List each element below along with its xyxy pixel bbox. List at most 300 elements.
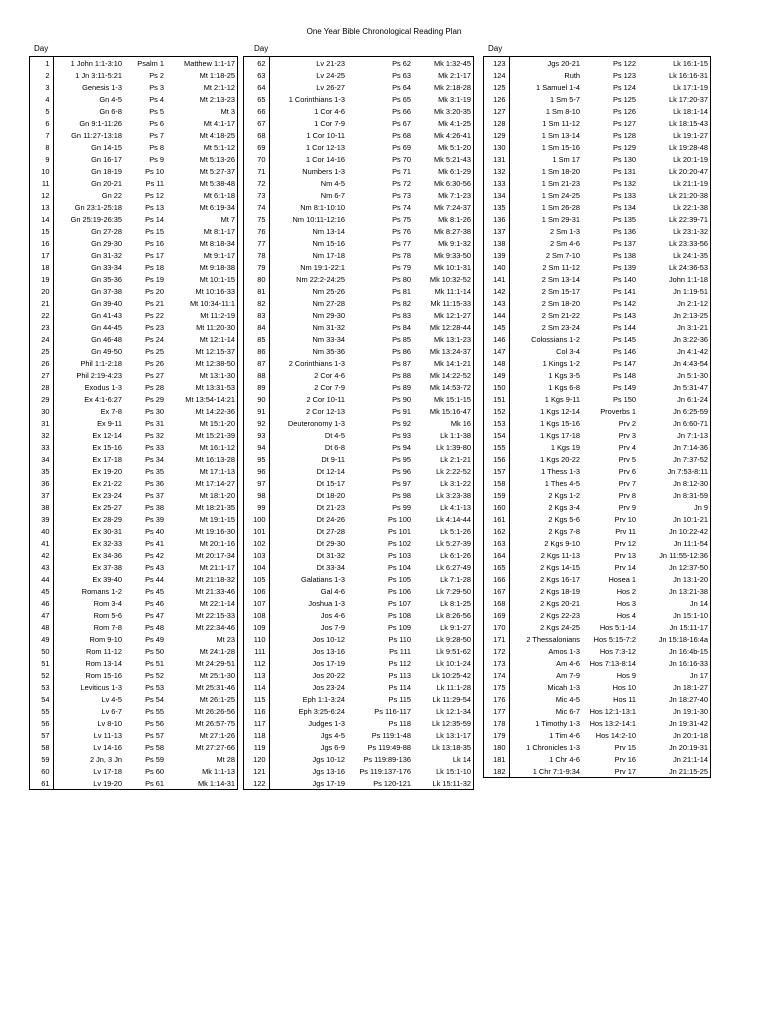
gospel-cell: Lk 13:1-17 <box>436 730 471 740</box>
reading-cell: Mic 6-7 <box>555 706 580 716</box>
psalm-cell: Ps 139 <box>612 262 636 272</box>
reading-cell: Micah 1-3 <box>547 682 580 692</box>
table-row <box>484 285 710 297</box>
psalm-cell: Ps 63 <box>392 70 411 80</box>
table-row <box>30 477 237 489</box>
psalm-cell: Ps 119:137-176 <box>359 766 411 776</box>
day-cell: 9 <box>30 153 53 165</box>
table-row <box>484 573 710 585</box>
reading-cell: 1 Kgs 15-16 <box>540 418 580 428</box>
table-row <box>244 465 473 477</box>
day-cell: 113 <box>244 669 269 681</box>
table-row <box>30 657 237 669</box>
psalm-cell: Hos 4 <box>616 610 636 620</box>
table-row <box>484 417 710 429</box>
day-cell: 142 <box>484 285 509 297</box>
day-cell: 24 <box>30 333 53 345</box>
reading-cell: 1 Kgs 3-5 <box>548 370 580 380</box>
table-row <box>244 249 473 261</box>
table-row <box>244 525 473 537</box>
reading-cell: 1 Sm 5-7 <box>550 94 580 104</box>
gospel-cell: Jn 21:15-25 <box>668 766 708 776</box>
reading-cell: Ex 39-40 <box>92 574 122 584</box>
reading-cell: Dt 6-8 <box>324 442 345 452</box>
gospel-cell: Lk 10:25-42 <box>431 670 471 680</box>
day-cell: 102 <box>244 537 269 549</box>
table-row <box>244 261 473 273</box>
gospel-cell: Jn 4:43-54 <box>673 358 708 368</box>
psalm-cell: Ps 97 <box>392 478 411 488</box>
table-row <box>30 381 237 393</box>
reading-cell: 2 Sm 23-24 <box>541 322 580 332</box>
psalm-cell: Ps 142 <box>612 298 636 308</box>
reading-cell: Phil 2:19-4:23 <box>76 370 122 380</box>
reading-table-body <box>484 57 710 777</box>
gospel-cell: Lk 11:1-28 <box>436 682 471 692</box>
day-cell: 78 <box>244 249 269 261</box>
table-row <box>484 753 710 765</box>
gospel-cell: Mt 12:38-50 <box>195 358 235 368</box>
psalm-cell: Prv 14 <box>614 562 636 572</box>
psalm-cell: Prv 5 <box>618 454 636 464</box>
gospel-cell: Jn 7:37-52 <box>673 454 708 464</box>
psalm-cell: Ps 102 <box>387 538 411 548</box>
day-cell: 127 <box>484 105 509 117</box>
psalm-cell: Ps 25 <box>145 346 164 356</box>
gospel-cell: Mk 2:1-17 <box>438 70 471 80</box>
gospel-cell: Mt 13:54-14:21 <box>185 394 235 404</box>
reading-cell: 2 Kgs 11-13 <box>540 550 580 560</box>
day-cell: 139 <box>484 249 509 261</box>
table-row <box>484 489 710 501</box>
day-cell: 175 <box>484 681 509 693</box>
psalm-cell: Ps 73 <box>392 190 411 200</box>
day-cell: 84 <box>244 321 269 333</box>
table-row <box>30 741 237 753</box>
reading-cell: 1 Sm 17 <box>552 154 580 164</box>
gospel-cell: Jn 10:1-21 <box>673 514 708 524</box>
day-cell: 160 <box>484 501 509 513</box>
psalm-cell: Ps 62 <box>392 58 411 68</box>
psalm-cell: Ps 18 <box>145 262 164 272</box>
table-row <box>244 585 473 597</box>
gospel-cell: Mt 5:13-26 <box>199 154 235 164</box>
table-row <box>30 465 237 477</box>
gospel-cell: Mk 1:14-31 <box>198 778 235 788</box>
day-cell: 159 <box>484 489 509 501</box>
day-cell: 28 <box>30 381 53 393</box>
table-row <box>244 237 473 249</box>
table-row <box>30 369 237 381</box>
table-row <box>484 153 710 165</box>
day-cell: 73 <box>244 189 269 201</box>
reading-cell: 1 Cor 12-13 <box>305 142 345 152</box>
table-row <box>484 309 710 321</box>
reading-cell: Lv 4-5 <box>101 694 122 704</box>
table-row <box>484 741 710 753</box>
psalm-cell: Ps 19 <box>145 274 164 284</box>
table-row <box>244 621 473 633</box>
reading-cell: Lv 14-16 <box>93 742 122 752</box>
reading-cell: Genesis 1-3 <box>82 82 122 92</box>
reading-cell: Gn 46-48 <box>91 334 122 344</box>
reading-cell: 1 Sm 21-23 <box>541 178 580 188</box>
day-cell: 45 <box>30 585 53 597</box>
table-row <box>484 585 710 597</box>
table-row <box>30 597 237 609</box>
reading-cell: 2 Kgs 20-21 <box>540 598 580 608</box>
table-row <box>30 777 237 789</box>
gospel-cell: Mt 25:31-46 <box>195 682 235 692</box>
day-cell: 32 <box>30 429 53 441</box>
day-cell: 126 <box>484 93 509 105</box>
table-row <box>30 93 237 105</box>
table-row <box>484 441 710 453</box>
day-cell: 131 <box>484 153 509 165</box>
day-cell: 124 <box>484 69 509 81</box>
day-cell: 59 <box>30 753 53 765</box>
gospel-cell: Jn 3:1-21 <box>677 322 708 332</box>
psalm-cell: Ps 135 <box>612 214 636 224</box>
table-row <box>484 57 710 69</box>
reading-cell: 2 Cor 12-13 <box>305 406 345 416</box>
day-cell: 130 <box>484 141 509 153</box>
day-cell: 66 <box>244 105 269 117</box>
gospel-cell: Mt 5:27-37 <box>199 166 235 176</box>
psalm-cell: Ps 34 <box>145 454 164 464</box>
day-cell: 64 <box>244 81 269 93</box>
psalm-cell: Ps 17 <box>145 250 164 260</box>
psalm-cell: Ps 13 <box>145 202 164 212</box>
gospel-cell: Jn 11:1-54 <box>673 538 708 548</box>
reading-cell: 2 Kgs 9-10 <box>544 538 580 548</box>
table-row <box>244 753 473 765</box>
psalm-cell: Ps 95 <box>392 454 411 464</box>
day-cell: 81 <box>244 285 269 297</box>
reading-cell: 2 Cor 10-11 <box>306 394 345 404</box>
psalm-cell: Prv 12 <box>614 538 636 548</box>
gospel-cell: Mt 15:21-39 <box>195 430 235 440</box>
psalm-cell: Ps 86 <box>392 346 411 356</box>
reading-cell: 1 John 1:1-3:10 <box>70 58 122 68</box>
psalm-cell: Ps 30 <box>145 406 164 416</box>
gospel-cell: Jn 2:1-12 <box>677 298 708 308</box>
day-cell: 134 <box>484 189 509 201</box>
psalm-cell: Hos 12:1-13:1 <box>589 706 636 716</box>
day-cell: 132 <box>484 165 509 177</box>
day-cell: 53 <box>30 681 53 693</box>
day-cell: 87 <box>244 357 269 369</box>
reading-cell: Nm 29-30 <box>312 310 345 320</box>
table-row <box>30 273 237 285</box>
gospel-cell: Lk 9:28-50 <box>436 634 471 644</box>
table-row <box>484 429 710 441</box>
reading-cell: Ruth <box>564 70 580 80</box>
day-cell: 103 <box>244 549 269 561</box>
day-cell: 170 <box>484 621 509 633</box>
table-row <box>244 573 473 585</box>
gospel-cell: Mt 21:33-46 <box>195 586 235 596</box>
day-cell: 176 <box>484 693 509 705</box>
day-cell: 50 <box>30 645 53 657</box>
day-cell: 154 <box>484 429 509 441</box>
table-row <box>30 549 237 561</box>
gospel-cell: Mt 12:1-14 <box>199 334 235 344</box>
day-cell: 108 <box>244 609 269 621</box>
gospel-cell: Lk 1:39-80 <box>436 442 471 452</box>
psalm-cell: Ps 132 <box>612 178 636 188</box>
table-row <box>30 105 237 117</box>
table-row <box>30 693 237 705</box>
day-cell: 46 <box>30 597 53 609</box>
day-cell: 145 <box>484 321 509 333</box>
table-row <box>244 441 473 453</box>
table-row <box>484 705 710 717</box>
gospel-cell: Mt 20:17-34 <box>195 550 235 560</box>
reading-cell: 2 Kgs 24-25 <box>540 622 580 632</box>
day-cell: 5 <box>30 105 53 117</box>
psalm-cell: Ps 26 <box>145 358 164 368</box>
table-row <box>244 633 473 645</box>
reading-cell: 1 Chr 7:1-9:34 <box>532 766 580 776</box>
day-cell: 115 <box>244 693 269 705</box>
reading-cell: Judges 1-3 <box>308 718 345 728</box>
table-row <box>244 81 473 93</box>
day-cell: 79 <box>244 261 269 273</box>
table-row <box>244 321 473 333</box>
day-cell: 72 <box>244 177 269 189</box>
day-cell: 70 <box>244 153 269 165</box>
table-row <box>244 693 473 705</box>
gospel-cell: Mt 2:13-23 <box>199 94 235 104</box>
day-cell: 30 <box>30 405 53 417</box>
psalm-cell: Ps 123 <box>612 70 636 80</box>
reading-cell: Jos 10-12 <box>312 634 345 644</box>
psalm-cell: Ps 54 <box>145 694 164 704</box>
reading-cell: Ex 34-36 <box>92 550 122 560</box>
day-cell: 100 <box>244 513 269 525</box>
psalm-cell: Hos 5:1-14 <box>599 622 636 632</box>
reading-cell: Ex 12-14 <box>92 430 122 440</box>
psalm-cell: Ps 76 <box>392 226 411 236</box>
reading-cell: 1 Cor 4-6 <box>314 106 345 116</box>
gospel-cell: Mt 11:2-19 <box>200 310 235 320</box>
reading-cell: 2 Cor 7-9 <box>314 382 345 392</box>
day-cell: 10 <box>30 165 53 177</box>
reading-cell: Rom 7-8 <box>93 622 122 632</box>
table-row <box>484 645 710 657</box>
table-row <box>484 105 710 117</box>
table-row <box>484 405 710 417</box>
table-row <box>484 729 710 741</box>
day-cell: 18 <box>30 261 53 273</box>
reading-cell: 2 Thessalonians <box>526 634 580 644</box>
day-cell: 16 <box>30 237 53 249</box>
day-cell: 3 <box>30 81 53 93</box>
psalm-cell: Ps 74 <box>392 202 411 212</box>
table-row <box>244 609 473 621</box>
table-row <box>244 153 473 165</box>
reading-cell: 1 Sm 13-14 <box>541 130 580 140</box>
gospel-cell: Jn 20:19-31 <box>668 742 708 752</box>
psalm-cell: Ps 50 <box>145 646 164 656</box>
gospel-cell: Mt 13:31-53 <box>195 382 235 392</box>
reading-table-body <box>30 57 237 789</box>
gospel-cell: Mk 6:30-56 <box>434 178 471 188</box>
gospel-cell: Lk 2:22-52 <box>436 466 471 476</box>
reading-cell: Galatians 1-3 <box>301 574 345 584</box>
psalm-cell: Ps 15 <box>145 226 164 236</box>
day-cell: 171 <box>484 633 509 645</box>
day-cell: 44 <box>30 573 53 585</box>
psalm-cell: Ps 107 <box>387 598 411 608</box>
table-row <box>484 213 710 225</box>
table-row <box>484 129 710 141</box>
day-cell: 155 <box>484 441 509 453</box>
gospel-cell: Mk 14:53-72 <box>429 382 471 392</box>
table-row <box>30 645 237 657</box>
gospel-cell: Mk 13:1-23 <box>434 334 471 344</box>
psalm-cell: Prv 13 <box>614 550 636 560</box>
reading-cell: Lv 11-13 <box>93 730 122 740</box>
psalm-cell: Ps 79 <box>392 262 411 272</box>
gospel-cell: Jn 1:19-51 <box>673 286 708 296</box>
psalm-cell: Ps 43 <box>145 562 164 572</box>
table-row <box>484 297 710 309</box>
reading-cell: Gn 22 <box>101 190 122 200</box>
day-cell: 94 <box>244 441 269 453</box>
reading-cell: 2 Kgs 18-19 <box>540 586 580 596</box>
table-row <box>484 177 710 189</box>
table-row <box>30 153 237 165</box>
reading-cell: 1 Kings 1-2 <box>542 358 580 368</box>
psalm-cell: Ps 3 <box>149 82 164 92</box>
day-cell: 181 <box>484 753 509 765</box>
psalm-cell: Ps 52 <box>145 670 164 680</box>
gospel-cell: Jn 14 <box>689 598 708 608</box>
gospel-cell: Lk 22:39-71 <box>668 214 708 224</box>
psalm-cell: Ps 5 <box>149 106 164 116</box>
psalm-cell: Ps 53 <box>145 682 164 692</box>
reading-cell: Dt 18-20 <box>316 490 345 500</box>
reading-cell: Nm 27-28 <box>312 298 345 308</box>
gospel-cell: Jn 5:1-30 <box>677 370 708 380</box>
day-cell: 111 <box>244 645 269 657</box>
psalm-cell: Hosea 1 <box>608 574 636 584</box>
table-row <box>30 69 237 81</box>
psalm-cell: Ps 23 <box>145 322 164 332</box>
reading-cell: 1 Sm 29-31 <box>541 214 580 224</box>
gospel-cell: Lk 11:29-54 <box>432 694 471 704</box>
gospel-cell: Mk 5:21-43 <box>434 154 471 164</box>
table-row <box>244 345 473 357</box>
day-cell: 164 <box>484 549 509 561</box>
reading-cell: Rom 11-12 <box>85 646 122 656</box>
day-cell: 178 <box>484 717 509 729</box>
gospel-cell: Jn 3:22-36 <box>673 334 708 344</box>
reading-cell: Jos 13-16 <box>312 646 345 656</box>
day-cell: 82 <box>244 297 269 309</box>
reading-cell: Nm 22:2-24:25 <box>296 274 345 284</box>
gospel-cell: Mt 22:1-14 <box>199 598 235 608</box>
gospel-cell: Mk 11:1-14 <box>434 286 471 296</box>
psalm-cell: Prv 3 <box>618 430 636 440</box>
day-cell: 151 <box>484 393 509 405</box>
table-row <box>244 201 473 213</box>
psalm-cell: Ps 104 <box>387 562 411 572</box>
table-row <box>244 57 473 69</box>
psalm-cell: Ps 103 <box>387 550 411 560</box>
gospel-cell: Mk 3:1-19 <box>438 94 471 104</box>
psalm-cell: Hos 13:2-14:1 <box>589 718 636 728</box>
gospel-cell: Jn 6:1-24 <box>677 394 708 404</box>
reading-cell: Rom 9-10 <box>89 634 122 644</box>
day-cell: 17 <box>30 249 53 261</box>
reading-cell: Amos 1-3 <box>548 646 580 656</box>
table-row <box>484 333 710 345</box>
reading-cell: Nm 19:1-22:1 <box>300 262 345 272</box>
reading-cell: Gn 6-8 <box>99 106 122 116</box>
day-cell: 19 <box>30 273 53 285</box>
day-cell: 63 <box>244 69 269 81</box>
table-row <box>244 129 473 141</box>
reading-cell: Gn 20-21 <box>91 178 122 188</box>
reading-cell: Ex 7-8 <box>100 406 122 416</box>
gospel-cell: Lk 6:27-49 <box>436 562 471 572</box>
reading-table-days-123-182 <box>484 57 710 777</box>
table-row <box>30 765 237 777</box>
day-cell: 43 <box>30 561 53 573</box>
table-row <box>484 369 710 381</box>
table-row <box>484 549 710 561</box>
reading-cell: Exodus 1-3 <box>84 382 122 392</box>
psalm-cell: Hos 14:2-10 <box>595 730 636 740</box>
day-cell: 36 <box>30 477 53 489</box>
gospel-cell: Jn 19:1-30 <box>673 706 708 716</box>
psalm-cell: Ps 96 <box>392 466 411 476</box>
reading-cell: Ex 21-22 <box>92 478 122 488</box>
psalm-cell: Ps 150 <box>612 394 636 404</box>
day-cell: 49 <box>30 633 53 645</box>
reading-cell: 1 Kgs 17-18 <box>540 430 580 440</box>
day-cell: 118 <box>244 729 269 741</box>
gospel-cell: Jn 8:31-59 <box>673 490 708 500</box>
gospel-cell: Lk 8:26-56 <box>436 610 471 620</box>
psalm-cell: Ps 9 <box>149 154 164 164</box>
reading-cell: 2 Kgs 1-2 <box>548 490 580 500</box>
day-cell: 144 <box>484 309 509 321</box>
gospel-cell: Lk 17:1-19 <box>673 82 708 92</box>
psalm-cell: Ps 144 <box>612 322 636 332</box>
day-cell: 140 <box>484 261 509 273</box>
table-row <box>30 357 237 369</box>
table-row <box>30 57 237 69</box>
table-row <box>30 561 237 573</box>
table-row <box>484 513 710 525</box>
reading-cell: Gn 33-34 <box>91 262 122 272</box>
psalm-cell: Ps 128 <box>612 130 636 140</box>
gospel-cell: Jn 13:1-20 <box>673 574 708 584</box>
table-row <box>244 309 473 321</box>
day-cell: 83 <box>244 309 269 321</box>
reading-cell: Gn 16-17 <box>91 154 122 164</box>
gospel-cell: Lk 3:23-38 <box>436 490 471 500</box>
day-cell: 141 <box>484 273 509 285</box>
reading-cell: 2 Sm 4-6 <box>550 238 580 248</box>
gospel-cell: Mk 10:1-31 <box>434 262 471 272</box>
reading-cell: 2 Cor 4-6 <box>314 370 345 380</box>
table-row <box>30 261 237 273</box>
